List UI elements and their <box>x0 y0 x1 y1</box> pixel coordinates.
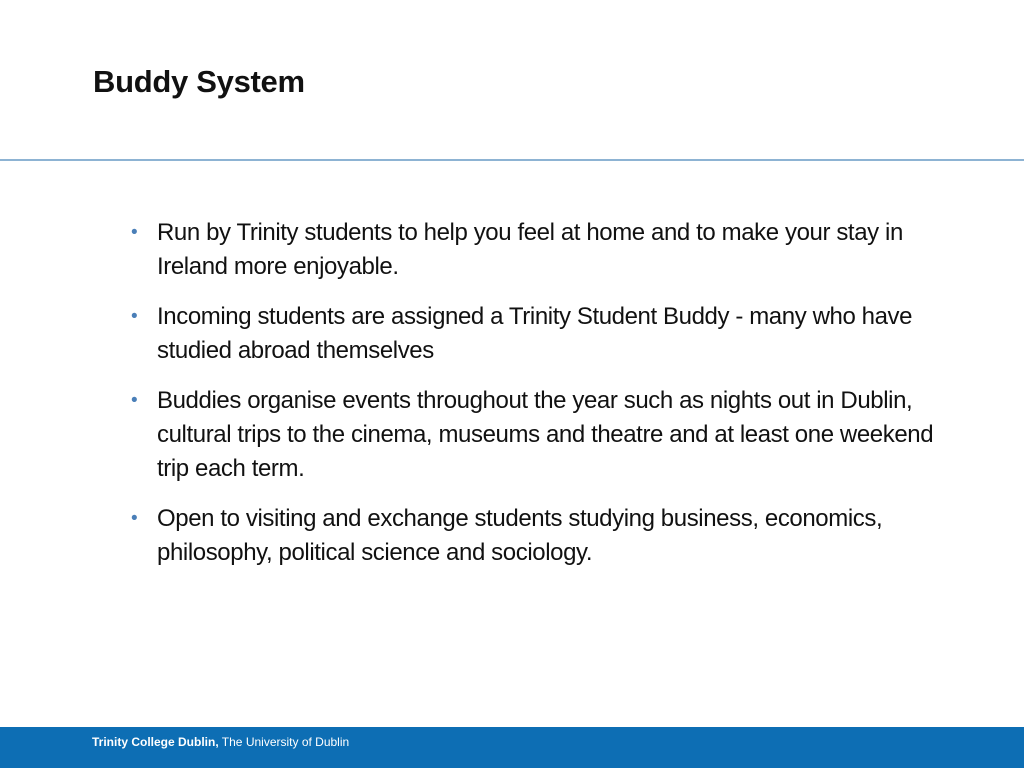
bullet-text: Run by Trinity students to help you feel at home and to make your stay in Ireland more enjoyable. <box>157 219 903 280</box>
bullet-item <box>130 216 950 284</box>
bullet-item <box>130 502 950 570</box>
bullet-dot-icon: • <box>131 390 138 411</box>
slide-title: Buddy System <box>93 64 305 99</box>
bullet-dot-icon: • <box>131 222 138 243</box>
bullet-text: Incoming students are assigned a Trinity Student Buddy - many who have studied abroad themselves <box>157 303 913 364</box>
bullet-item <box>130 384 950 486</box>
footer-text <box>92 734 349 750</box>
bullet-text: Buddies organise events throughout the year such as nights out in Dublin, cultural trips to the cinema, museums and theatre and at least one weekend trip each term. <box>157 387 934 482</box>
footer-bar <box>0 727 1024 768</box>
bullet-item <box>130 300 950 368</box>
title-divider <box>0 159 1024 161</box>
bullet-list <box>130 216 950 586</box>
bullet-text: Open to visiting and exchange students studying business, economics, philosophy, political science and sociology. <box>157 505 883 566</box>
footer-subtitle: The University of Dublin <box>218 735 350 749</box>
bullet-dot-icon: • <box>131 508 138 529</box>
footer-institution: Trinity College Dublin, <box>92 735 219 749</box>
bullet-dot-icon: • <box>131 306 138 327</box>
